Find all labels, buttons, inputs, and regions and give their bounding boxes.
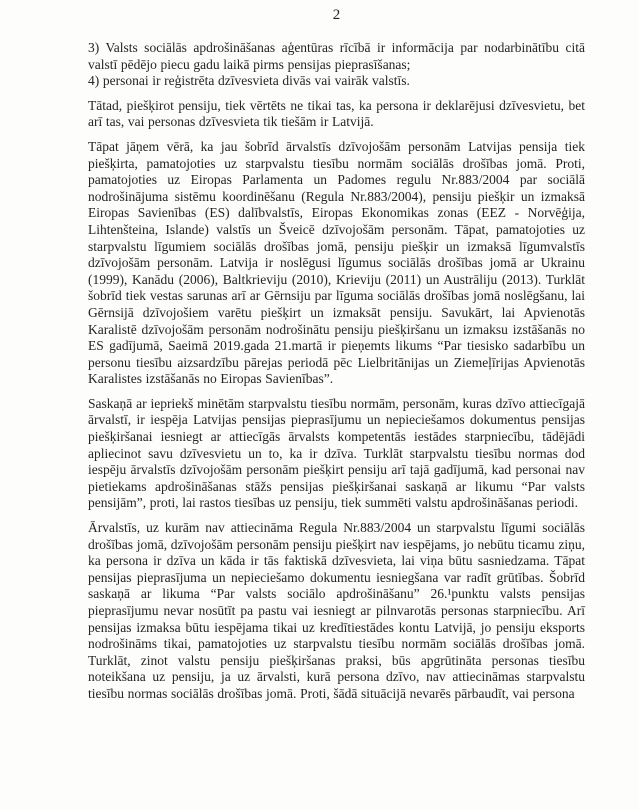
numbered-list-item-3: 3) Valsts sociālās apdrošināšanas aģentūras rīcībā ir informācija par nodarbinātību citā valstī pēdējo piecu gadu laikā pirms pensijas pieprasīšanas; [88,40,585,72]
paragraph-saskana: Saskaņā ar iepriekš minētām starpvalstu tiesību normām, personām, kuras dzīvo attiecīgajā ārvalstī, ir iespēja Latvijas pensijas pieprasījumu un nepieciešamos dokumentus pensijas piešķiršanai iesniegt ar attiecīgās ārvalsts kompetentās iestādes starpniecību, tādējādi apliecinot savu dzīvesvietu un to, ka ir dzīva. Turklāt starpvalstu tiesību normas dod iespēju ārvalstīs dzīvojošām personām piešķirt pensiju arī tajā gadījumā, kad personai nav pietiekams apdrošināšanas stāžs pensijas piešķiršanai saskaņā ar likumu “Par valsts pensijām”, proti, lai rastos tiesības uz pensiju, tiek summēti valstu apdrošināšanas periodi. [88,395,585,511]
document-body [88,40,585,711]
paragraph-tatad: Tātad, piešķirot pensiju, tiek vērtēts ne tikai tas, ka persona ir deklarējusi dzīvesvietu, bet arī tas, vai personas dzīvesvieta tik tiešām ir Latvijā. [88,97,585,130]
paragraph-tapat-janem-vera: Tāpat jāņem vērā, ka jau šobrīd ārvalstīs dzīvojošām personām Latvijas pensija tiek piešķirta, pamatojoties uz starpvalstu tiesību normām sociālās drošības jomā. Proti, pamatojoties uz Eiropas Parlamenta un Padomes regulu Nr.883/2004 par sociālā nodrošinājuma sistēmu koordinēšanu (Regula Nr.883/2004), pensiju piešķir un izmaksā Eiropas Savienības (ES) dalībvalstīs, Eiropas Ekonomikas zonas (EEZ - Norvēģija, Lihtenšteina, Islande) valstīs un Šveicē dzīvojošām personām. Tāpat, pamatojoties uz starpvalstu līgumiem sociālās drošības jomā, pensiju piešķir un izmaksā līgumvalstīs dzīvojošām personām. Latvija ir noslēgusi līgumus sociālās drošības jomā ar Ukrainu (1999), Kanādu (2006), Baltkrieviju (2010), Krieviju (2011) un Austrāliju (2013). Turklāt šobrīd tiek vestas sarunas arī ar Gērnsiju par līguma sociālās drošības jomā noslēgšanu, lai Gērnsijā dzīvojošiem varētu piešķirt un izmaksāt pensiju. Savukārt, lai Apvienotās Karalistē dzīvojošām personām nodrošinātu pensiju piešķiršanu un izmaksu izstāšanās no ES gadījumā, Saeimā 2019.gada 21.martā ir pieņemts likums “Par tiesisko sadarbību un personu tiesību aizsardzību pārejas periodā pēc Lielbritānijas un Ziemeļīrijas Apvienotās Karalistes izstāšanās no Eiropas Savienības”. [88,138,585,387]
paragraph-arvalstis: Ārvalstīs, uz kurām nav attiecināma Regula Nr.883/2004 un starpvalstu līgumi sociālās drošības jomā, dzīvojošām personām pensiju piešķirt nav iespējams, jo nebūtu ticamu ziņu, ka persona ir dzīva un kāda ir tās faktiskā dzīvesvieta, lai viņa būtu sasniedzama. Tāpat pensijas pieprasījuma un nepieciešamo dokumentu iesniegšana var radīt grūtības. Šobrīd saskaņā ar likuma “Par valsts sociālo apdrošināšanu” 26.¹punktu valsts pensijas pieprasījumu nevar nosūtīt pa pastu vai iesniegt ar pilnvarotās personas starpniecību. Arī pensijas izmaksa būtu iespējama tikai uz kredītiestādes kontu Latvijā, jo pensiju eksports nodrošināms tikai, pamatojoties uz starpvalstu tiesību normām sociālās drošības jomā. Turklāt, zinot valstu pensiju piešķiršanas praksi, būs apgrūtināta personas tiesību noteikšana uz pensiju, ja uz ārvalsti, kurā persona dzīvo, nav attiecināmas starpvalstu tiesību normas sociālās drošības jomā. Proti, šādā situācijā nevarēs pārbaudīt, vai persona [88,520,585,701]
page-number: 2 [332,7,341,23]
numbered-list-item-4: 4) personai ir reģistrēta dzīvesvieta divās vai vairāk valstīs. [88,73,410,89]
